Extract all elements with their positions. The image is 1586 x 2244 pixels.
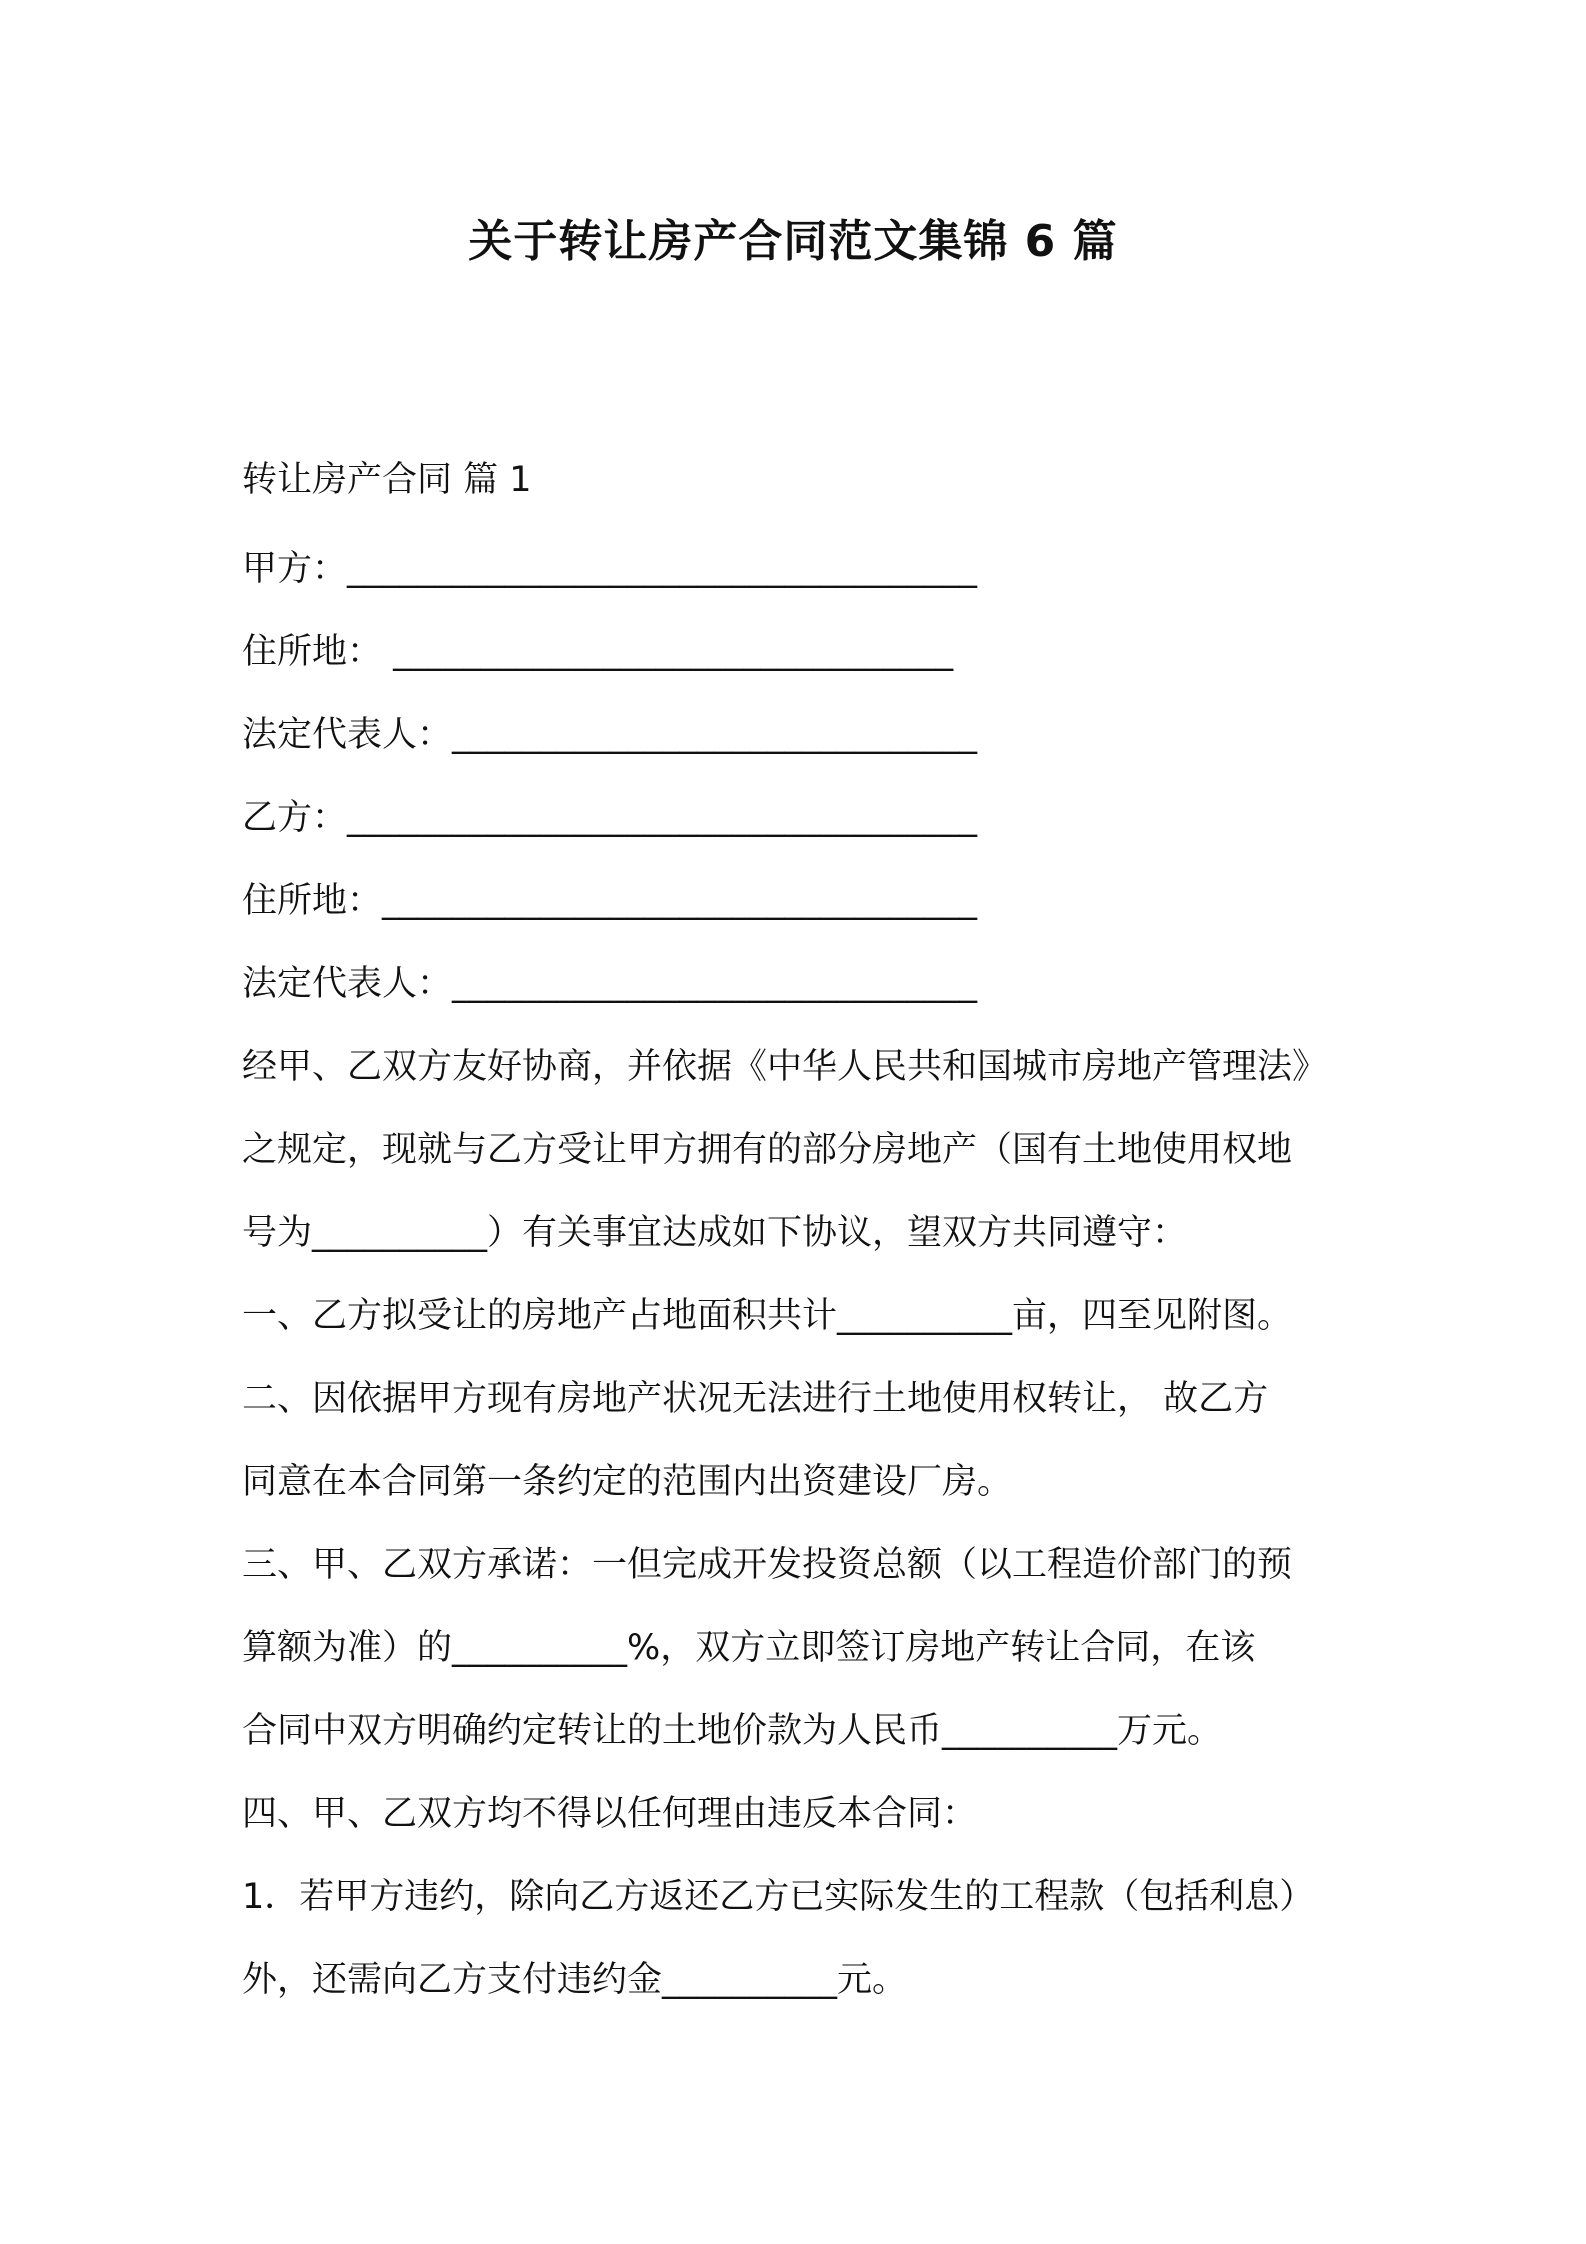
clause-4-item-1-line-1: 1．若甲方违约，除向乙方返还乙方已实际发生的工程款（包括利息） — [242, 1877, 1315, 1917]
clause-3-line-1: 三、甲、乙双方承诺：一但完成开发投资总额（以工程造价部门的预 — [242, 1545, 1293, 1585]
clause-3-line-3: 合同中双方明确约定转让的土地价款为人民币__________万元。 — [242, 1711, 1223, 1751]
party-b-address-line: 住所地：__________________________________ — [242, 881, 978, 921]
clause-2-line-1: 二、因依据甲方现有房地产状况无法进行土地使用权转让， 故乙方 — [242, 1379, 1269, 1419]
clause-4-heading: 四、甲、乙双方均不得以任何理由违反本合同： — [242, 1794, 978, 1834]
clause-4-item-1-line-2: 外，还需向乙方支付违约金__________元。 — [242, 1960, 908, 2000]
section-heading: 转让房产合同 篇 1 — [242, 460, 532, 500]
clause-2-line-2: 同意在本合同第一条约定的范围内出资建设厂房。 — [242, 1462, 1013, 1502]
document-title: 关于转让房产合同范文集锦 6 篇 — [468, 216, 1118, 267]
party-b-representative-line: 法定代表人：______________________________ — [242, 964, 978, 1004]
clause-3-line-2: 算额为准）的__________%，双方立即签订房地产转让合同，在该 — [242, 1628, 1256, 1668]
clause-1-line: 一、乙方拟受让的房地产占地面积共计__________亩，四至见附图。 — [242, 1296, 1293, 1336]
preamble-line-2: 之规定，现就与乙方受让甲方拥有的部分房地产（国有土地使用权地 — [242, 1130, 1293, 1170]
preamble-line-3: 号为__________）有关事宜达成如下协议，望双方共同遵守： — [242, 1213, 1188, 1253]
party-a-representative-line: 法定代表人：______________________________ — [242, 715, 978, 755]
party-a-address-line: 住所地： ________________________________ — [242, 632, 954, 672]
preamble-line-1: 经甲、乙双方友好协商，并依据《中华人民共和国城市房地产管理法》 — [242, 1047, 1328, 1087]
party-a-line: 甲方：____________________________________ — [242, 549, 978, 589]
party-b-line: 乙方：____________________________________ — [242, 798, 978, 838]
